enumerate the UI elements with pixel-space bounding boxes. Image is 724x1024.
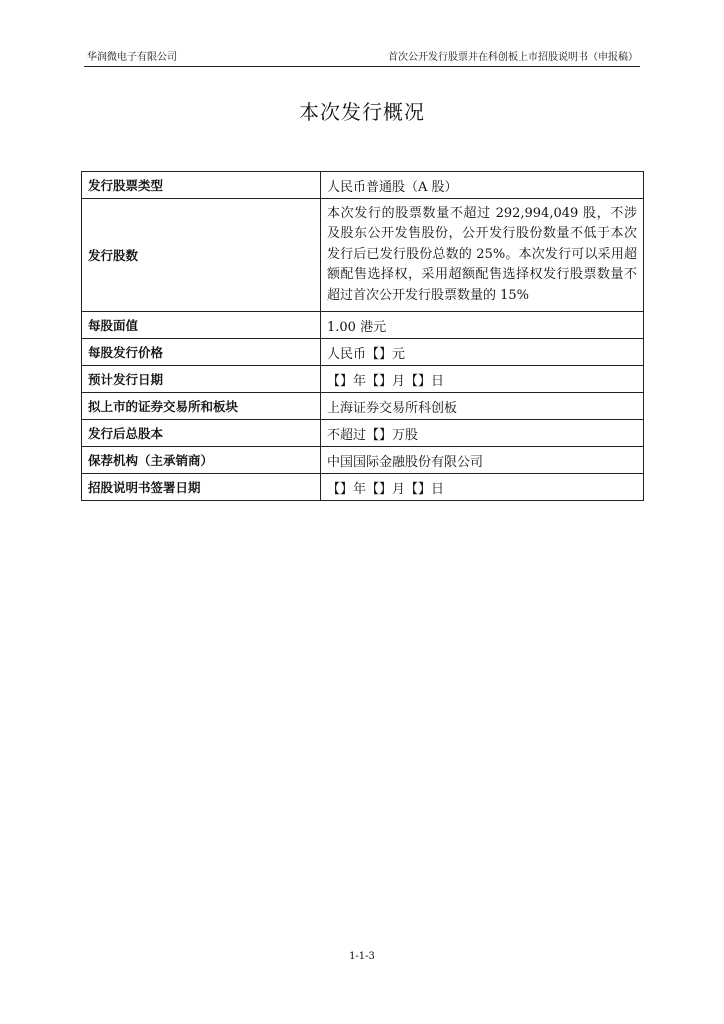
row-value: 中国国际金融股份有限公司 (321, 447, 644, 474)
table-row (82, 339, 644, 366)
table-row (82, 312, 644, 339)
row-label: 每股面值 (82, 312, 321, 339)
table-row (82, 172, 644, 199)
header-company-name: 华润微电子有限公司 (87, 52, 177, 63)
row-value: 不超过【】万股 (321, 420, 644, 447)
table-row (82, 420, 644, 447)
row-label: 每股发行价格 (82, 339, 321, 366)
row-value: 人民币【】元 (321, 339, 644, 366)
row-label: 保荐机构（主承销商） (82, 447, 321, 474)
row-label: 预计发行日期 (82, 366, 321, 393)
page-header (84, 50, 640, 67)
row-label: 发行股票类型 (82, 172, 321, 199)
page-title: 本次发行概况 (299, 100, 425, 124)
table-row (82, 366, 644, 393)
page-number: 1-1-3 (349, 951, 375, 962)
table-row (82, 474, 644, 501)
offering-overview-table (81, 171, 644, 501)
table-row (82, 447, 644, 474)
row-label: 发行股数 (82, 199, 321, 312)
row-label: 招股说明书签署日期 (82, 474, 321, 501)
row-value: 1.00 港元 (321, 312, 644, 339)
table-row (82, 393, 644, 420)
header-document-title: 首次公开发行股票并在科创板上市招股说明书（申报稿） (388, 52, 638, 63)
row-value: 【】年【】月【】日 (321, 474, 644, 501)
row-value: 【】年【】月【】日 (321, 366, 644, 393)
row-label: 发行后总股本 (82, 420, 321, 447)
row-value: 上海证券交易所科创板 (321, 393, 644, 420)
row-value: 人民币普通股（A 股） (321, 172, 644, 199)
row-value: 本次发行的股票数量不超过 292,994,049 股，不涉及股东公开发售股份，公开发行股份数量不低于本次发行后已发行股份总数的 25%。本次发行可以采用超额配售选择权，采用超额配售选择权发行股票数量不超过首次公开发行股票数量的 15% (321, 199, 644, 312)
row-label: 拟上市的证券交易所和板块 (82, 393, 321, 420)
table-row (82, 199, 644, 312)
